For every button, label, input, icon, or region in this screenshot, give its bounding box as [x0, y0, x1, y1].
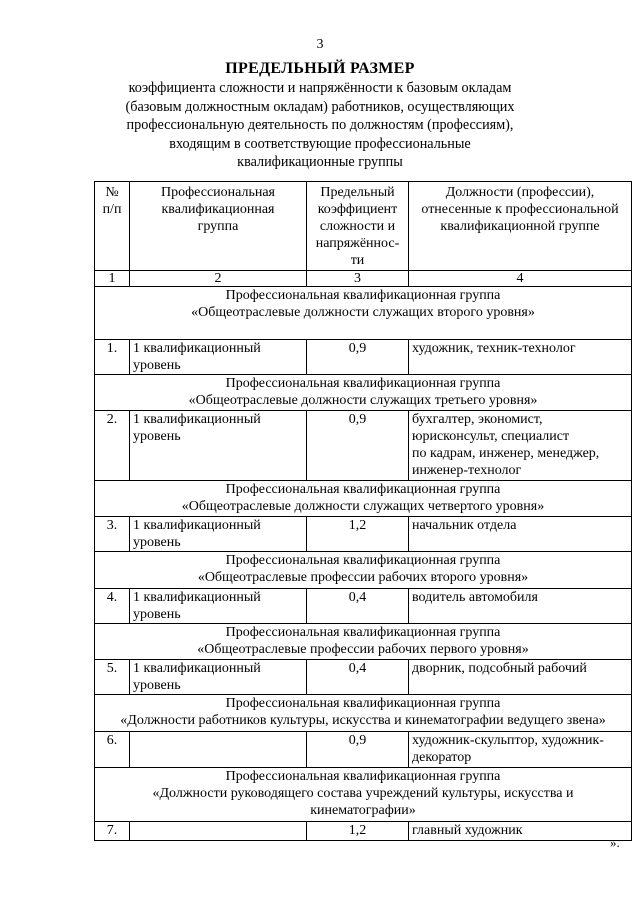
row-number: 7. [95, 822, 130, 841]
coefficient-value: 0,9 [307, 340, 409, 375]
qualification-level [130, 589, 307, 624]
header-line: коэффициент [317, 202, 398, 217]
header-line: сложности и [319, 219, 396, 234]
group-title-line: «Общеотраслевые должности служащих третьего уровня» [188, 393, 538, 408]
group-title [95, 695, 632, 732]
table-row [95, 589, 632, 624]
positions-list [409, 732, 632, 768]
qualification-level [130, 411, 307, 481]
header-positions [409, 182, 632, 271]
row-number: 3. [95, 517, 130, 552]
group-header-row [95, 481, 632, 517]
position-line: главный художник [412, 823, 523, 838]
qualification-level [130, 732, 307, 768]
coefficient-value: 0,4 [307, 660, 409, 695]
table-row [95, 517, 632, 552]
qualification-level [130, 340, 307, 375]
header-line: Должности (профессии), [445, 185, 595, 200]
group-title-line: Профессиональная квалификационная группа [225, 625, 501, 640]
group-title [95, 287, 632, 340]
page-number: 3 [316, 37, 324, 52]
group-title-line: «Должности руководящего состава учреждений культуры, искусства и [152, 786, 574, 801]
qualification-level [130, 660, 307, 695]
position-line: художник, техник-технолог [412, 341, 576, 356]
positions-list [409, 822, 632, 841]
group-title-line: Профессиональная квалификационная группа [225, 482, 501, 497]
table-header-row [95, 182, 632, 271]
group-header-row [95, 552, 632, 589]
position-line: бухгалтер, экономист, [412, 412, 543, 427]
table-row [95, 411, 632, 481]
group-header-row [95, 768, 632, 822]
position-line: юрисконсульт, специалист [412, 429, 570, 444]
group-title-line: «Общеотраслевые профессии рабочих первого уровня» [197, 642, 529, 657]
position-line: начальник отдела [412, 518, 517, 533]
column-number: 2 [130, 271, 307, 287]
qualification-level-line: 1 квалификационный [133, 341, 261, 356]
column-number: 4 [409, 271, 632, 287]
closing-mark: ». [610, 835, 620, 850]
qualification-level-line: уровень [133, 607, 181, 622]
group-title-line: кинематографии» [310, 803, 416, 818]
header-line: отнесенные к профессиональной [421, 202, 619, 217]
group-title [95, 481, 632, 517]
group-title [95, 624, 632, 660]
coefficient-value: 1,2 [307, 822, 409, 841]
group-title-line: Профессиональная квалификационная группа [225, 288, 501, 303]
coefficient-value: 0,4 [307, 589, 409, 624]
position-line: дворник, подсобный рабочий [412, 661, 587, 676]
qualification-level-line: уровень [133, 429, 181, 444]
group-header-row [95, 287, 632, 340]
position-line: инженер-технолог [412, 463, 522, 478]
qualification-level-line: уровень [133, 678, 181, 693]
subtitle-line: коэффициента сложности и напряжённости к базовым окладам [128, 80, 512, 96]
group-title [95, 552, 632, 589]
header-line: квалификационная [161, 202, 275, 217]
coefficient-table [94, 181, 632, 841]
qualification-level-line: 1 квалификационный [133, 412, 261, 427]
document-subtitle [100, 79, 540, 172]
table-row [95, 822, 632, 841]
qualification-level-line: 1 квалификационный [133, 661, 261, 676]
positions-list [409, 660, 632, 695]
qualification-level [130, 517, 307, 552]
subtitle-line: (базовым должностным окладам) работников, осуществляющих [125, 98, 515, 115]
column-number: 1 [95, 271, 130, 287]
header-number [95, 182, 130, 271]
qualification-level-line: уровень [133, 535, 181, 550]
row-number: 5. [95, 660, 130, 695]
position-line: по кадрам, инженер, менеджер, [412, 446, 600, 461]
group-title-line: Профессиональная квалификационная группа [225, 376, 501, 391]
group-header-row [95, 375, 632, 411]
position-line: художник-скульптор, художник- [412, 733, 604, 748]
group-header-row [95, 624, 632, 660]
row-number: 6. [95, 732, 130, 768]
position-line: декоратор [412, 750, 472, 765]
table-row [95, 340, 632, 375]
header-line: квалификационной группе [440, 219, 600, 234]
row-number: 4. [95, 589, 130, 624]
group-title-line: Профессиональная квалификационная группа [225, 769, 501, 784]
row-number: 2. [95, 411, 130, 481]
row-number: 1. [95, 340, 130, 375]
table-row [95, 732, 632, 768]
qualification-level [130, 822, 307, 841]
group-title-line: «Общеотраслевые профессии рабочих второго уровня» [197, 570, 529, 585]
subtitle-line: квалификационные группы [237, 154, 403, 171]
header-line: Профессиональная [160, 185, 275, 200]
table-row [95, 660, 632, 695]
coefficient-value: 0,9 [307, 411, 409, 481]
positions-list [409, 517, 632, 552]
qualification-level-line: 1 квалификационный [133, 590, 261, 605]
header-line: ти [350, 253, 365, 268]
group-title [95, 375, 632, 411]
header-line: напряжённос- [315, 236, 400, 251]
header-line: № [105, 185, 119, 200]
group-title-line: «Общеотраслевые должности служащих четвертого уровня» [181, 499, 545, 514]
qualification-level-line: 1 квалификационный [133, 518, 261, 533]
qualification-level-line: уровень [133, 358, 181, 373]
positions-list [409, 411, 632, 481]
header-line: группа [197, 219, 239, 234]
header-line: п/п [102, 202, 122, 217]
group-title-line: Профессиональная квалификационная группа [225, 696, 501, 711]
document-title: ПРЕДЕЛЬНЫЙ РАЗМЕР [225, 60, 415, 77]
group-title-line: Профессиональная квалификационная группа [225, 553, 501, 568]
group-title [95, 768, 632, 822]
positions-list [409, 589, 632, 624]
group-header-row [95, 695, 632, 732]
header-line: Предельный [320, 185, 395, 200]
column-number: 3 [307, 271, 409, 287]
group-title-line: «Должности работников культуры, искусства и кинематографии ведущего звена» [120, 713, 606, 728]
subtitle-line: входящим в соответствующие профессиональные [169, 135, 471, 152]
header-group [130, 182, 307, 271]
column-number-row [95, 271, 632, 287]
coefficient-value: 1,2 [307, 517, 409, 552]
positions-list [409, 340, 632, 375]
group-title-line: «Общеотраслевые должности служащих второго уровня» [191, 305, 535, 320]
subtitle-line: профессиональную деятельность по должностям (профессиям), [126, 117, 514, 134]
position-line: водитель автомобиля [412, 590, 538, 605]
header-coefficient [307, 182, 409, 271]
coefficient-value: 0,9 [307, 732, 409, 768]
